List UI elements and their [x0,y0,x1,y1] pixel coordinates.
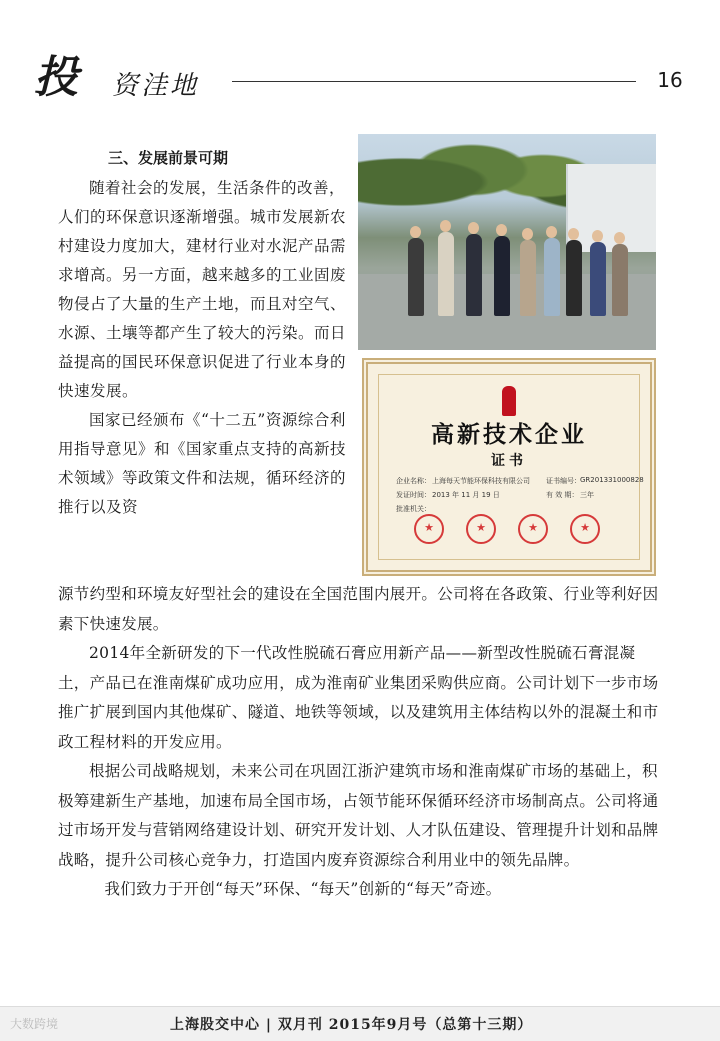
narrow-text-column [58,174,354,522]
torch-emblem-icon [502,386,516,416]
header-brand-small: 资洼地 [112,71,200,101]
photo-person [408,238,424,316]
red-seal-icon [414,514,444,544]
section-heading: 三、发展前景可期 [108,149,229,167]
photo-head [592,230,603,242]
photo-head [614,232,625,244]
header-rule [232,81,636,82]
certificate-approver-label: 批准机关： [396,505,431,513]
certificate-valid-value: 三年 [580,491,594,499]
footer-watermark: 大数跨境 [10,1017,59,1031]
certificate-number-label: 证书编号： [546,477,581,485]
photo-head [496,224,507,236]
certificate-title: 高新技术企业 [431,422,587,448]
red-seal-icon [466,514,496,544]
certificate-company-value: 上海每天节能环保科技有限公司 [432,477,530,485]
header-brand [34,52,234,108]
photo-building [566,164,656,252]
photo-person [466,234,482,316]
certificate-issue-label: 发证时间： [396,491,431,499]
photo-head [522,228,533,240]
red-seal-icon [570,514,600,544]
group-photo [358,134,656,350]
photo-person [566,240,582,316]
photo-head [468,222,479,234]
photo-head [440,220,451,232]
certificate-image [362,358,656,576]
red-seal-icon [518,514,548,544]
photo-person [438,232,454,316]
photo-head [410,226,421,238]
page-number: 16 [657,68,683,92]
certificate-number-value: GR201331000828 [580,476,644,484]
page-footer [0,1006,720,1041]
certificate-subtitle: 证书 [491,453,527,469]
paragraph-continuation: 源节约型和环境友好型社会的建设在全国范围内展开。公司将在各政策、行业等利好因素下快速发展。 [58,585,659,633]
full-text-column [58,580,664,905]
photo-head [568,228,579,240]
photo-person [612,244,628,316]
paragraph: 根据公司战略规划，未来公司在巩固江浙沪建筑市场和淮南煤矿市场的基础上，积极筹建新生产基地，加速布局全国市场，占领节能环保循环经济市场制高点。公司将通过市场开发与营销网络建设计划、研究开发计划、人才队伍建设、管理提升计划和品牌战略，提升公司核心竞争力，打造国内废弃资源综合利用业中的领先品牌。 [58,762,659,869]
photo-person [520,240,536,316]
certificate-company-label: 企业名称： [396,477,431,485]
certificate-valid-label: 有 效 期： [546,491,579,499]
photo-person [590,242,606,316]
photo-person [544,238,560,316]
photo-person [494,236,510,316]
paragraph: 2014年全新研发的下一代改性脱硫石膏应用新产品——新型改性脱硫石膏混凝土，产品已在淮南煤矿成功应用，成为淮南矿业集团采购供应商。公司计划下一步市场推广扩展到国内其他煤矿、隧道、地铁等领域，以及建筑用主体结构以外的混凝土和市政工程材料的开发应用。 [58,644,659,751]
closing-statement: 我们致力于开创“每天”环保、“每天”创新的“每天”奇迹。 [104,880,502,898]
photo-head [546,226,557,238]
header-brand-big: 投 [34,52,78,103]
paragraph: 国家已经颁布《“十二五”资源综合利用指导意见》和《国家重点支持的高新技术领域》等政策文件和法规，循环经济的推行以及资 [58,411,347,516]
certificate-issue-value: 2013 年 11 月 19 日 [432,491,500,499]
footer-publication: 上海股交中心 | 双月刊 2015年9月号（总第十三期） [170,1017,533,1033]
paragraph: 随着社会的发展，生活条件的改善，人们的环保意识逐渐增强。城市发展新农村建设力度加大，建材行业对水泥产品需求增高。另一方面，越来越多的工业固废物侵占了大量的生产土地，而且对空气、水源、土壤等都产生了较大的污染。而日益提高的国民环保意识促进了行业本身的快速发展。 [58,179,347,400]
